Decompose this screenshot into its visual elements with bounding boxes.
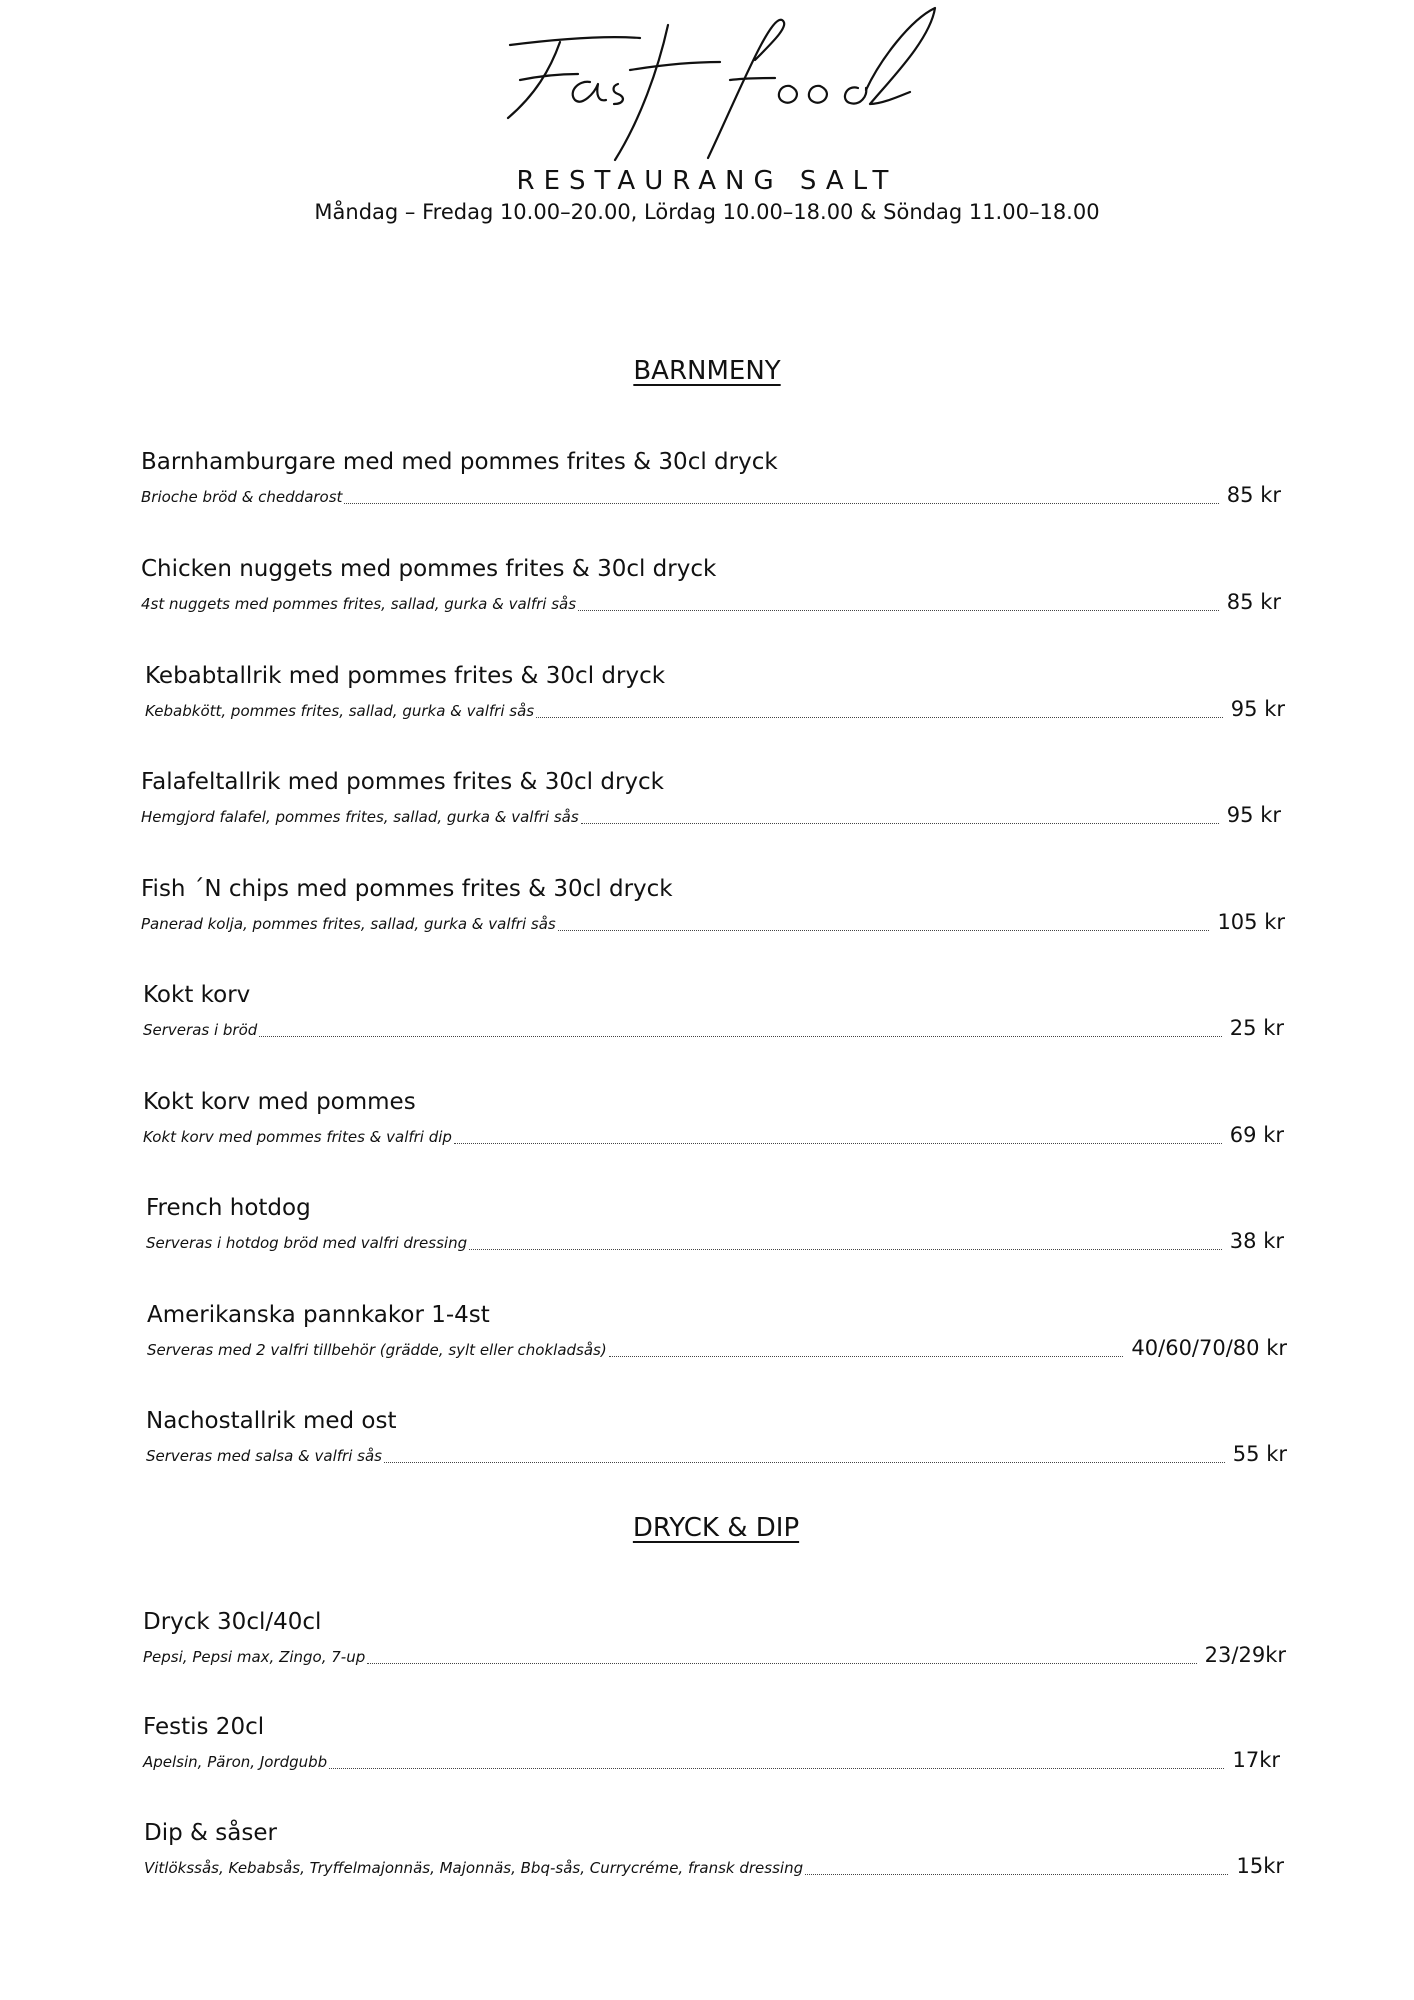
item-name: Amerikanska pannkakor 1-4st (147, 1302, 490, 1328)
item-price: 85 kr (1226, 483, 1281, 507)
item-description: Serveras med salsa & valfri sås (146, 1447, 382, 1465)
menu-item (143, 1714, 1280, 1784)
dot-leader (344, 502, 1218, 504)
item-description: Kebabkött, pommes frites, sallad, gurka & valfri sås (145, 702, 535, 720)
menu-item (141, 769, 1281, 839)
item-name: Dip & såser (144, 1820, 277, 1846)
item-price: 85 kr (1226, 590, 1281, 614)
dot-leader (329, 1767, 1224, 1769)
menu-item (147, 1302, 1287, 1372)
item-description: Vitlökssås, Kebabsås, Tryffelmajonnäs, Majonnäs, Bbq-sås, Currycréme, fransk dressing (144, 1859, 804, 1877)
item-name: Kebabtallrik med pommes frites & 30cl dryck (145, 663, 666, 689)
dot-leader (536, 716, 1223, 718)
item-name: French hotdog (146, 1195, 311, 1221)
item-name: Festis 20cl (143, 1714, 265, 1740)
item-name: Dryck 30cl/40cl (143, 1609, 322, 1635)
menu-item (141, 556, 1281, 626)
item-name: Kokt korv med pommes (143, 1089, 416, 1115)
dot-leader (578, 609, 1219, 611)
menu-item (146, 1195, 1284, 1265)
item-description: Hemgjord falafel, pommes frites, sallad, gurka & valfri sås (141, 808, 579, 826)
item-description: Apelsin, Päron, Jordgubb (143, 1753, 328, 1771)
opening-hours: Måndag – Fredag 10.00–20.00, Lördag 10.00–18.00 & Söndag 11.00–18.00 (314, 200, 1100, 224)
item-name: Barnhamburgare med med pommes frites & 30cl dryck (141, 449, 778, 475)
item-name: Falafeltallrik med pommes frites & 30cl dryck (141, 769, 664, 795)
item-description: Brioche bröd & cheddarost (141, 488, 343, 506)
dot-leader (609, 1355, 1124, 1357)
item-description: 4st nuggets med pommes frites, sallad, gurka & valfri sås (141, 595, 577, 613)
item-price: 17kr (1232, 1748, 1280, 1772)
item-price: 95 kr (1226, 803, 1281, 827)
item-name: Kokt korv (143, 982, 251, 1008)
menu-item (144, 1820, 1284, 1890)
menu-item (143, 1089, 1284, 1159)
item-name: Nachostallrik med ost (146, 1408, 397, 1434)
dot-leader (384, 1461, 1225, 1463)
section-title-barnmeny: BARNMENY (633, 356, 781, 386)
dot-leader (259, 1035, 1222, 1037)
item-description: Kokt korv med pommes frites & valfri dip (143, 1128, 452, 1146)
section-title-dryck-dip: DRYCK & DIP (632, 1513, 800, 1543)
dot-leader (805, 1873, 1228, 1875)
menu-item (146, 1408, 1287, 1478)
dot-leader (581, 822, 1219, 824)
logo (490, 0, 950, 170)
dot-leader (558, 929, 1210, 931)
menu-item (143, 1609, 1286, 1679)
item-price: 105 kr (1217, 910, 1285, 934)
item-price: 25 kr (1229, 1016, 1284, 1040)
menu-item (141, 876, 1285, 946)
item-description: Serveras i bröd (143, 1021, 258, 1039)
item-price: 95 kr (1230, 697, 1285, 721)
logo-script-drawing (490, 0, 950, 170)
item-description: Serveras med 2 valfri tillbehör (grädde, sylt eller chokladsås) (147, 1341, 607, 1359)
item-price: 23/29kr (1204, 1643, 1286, 1667)
item-price: 38 kr (1229, 1229, 1284, 1253)
item-name: Fish ´N chips med pommes frites & 30cl dryck (141, 876, 673, 902)
dot-leader (367, 1662, 1196, 1664)
menu-item (141, 449, 1281, 519)
item-description: Pepsi, Pepsi max, Zingo, 7-up (143, 1648, 366, 1666)
restaurant-name: RESTAURANG SALT (516, 166, 898, 196)
menu-item (145, 663, 1285, 733)
item-price: 55 kr (1232, 1442, 1287, 1466)
item-name: Chicken nuggets med pommes frites & 30cl dryck (141, 556, 717, 582)
item-price: 15kr (1236, 1854, 1284, 1878)
item-description: Panerad kolja, pommes frites, sallad, gurka & valfri sås (141, 915, 556, 933)
dot-leader (454, 1142, 1222, 1144)
item-price: 40/60/70/80 kr (1131, 1336, 1287, 1360)
item-description: Serveras i hotdog bröd med valfri dressing (146, 1234, 468, 1252)
dot-leader (469, 1248, 1222, 1250)
item-price: 69 kr (1229, 1123, 1284, 1147)
menu-item (143, 982, 1284, 1052)
